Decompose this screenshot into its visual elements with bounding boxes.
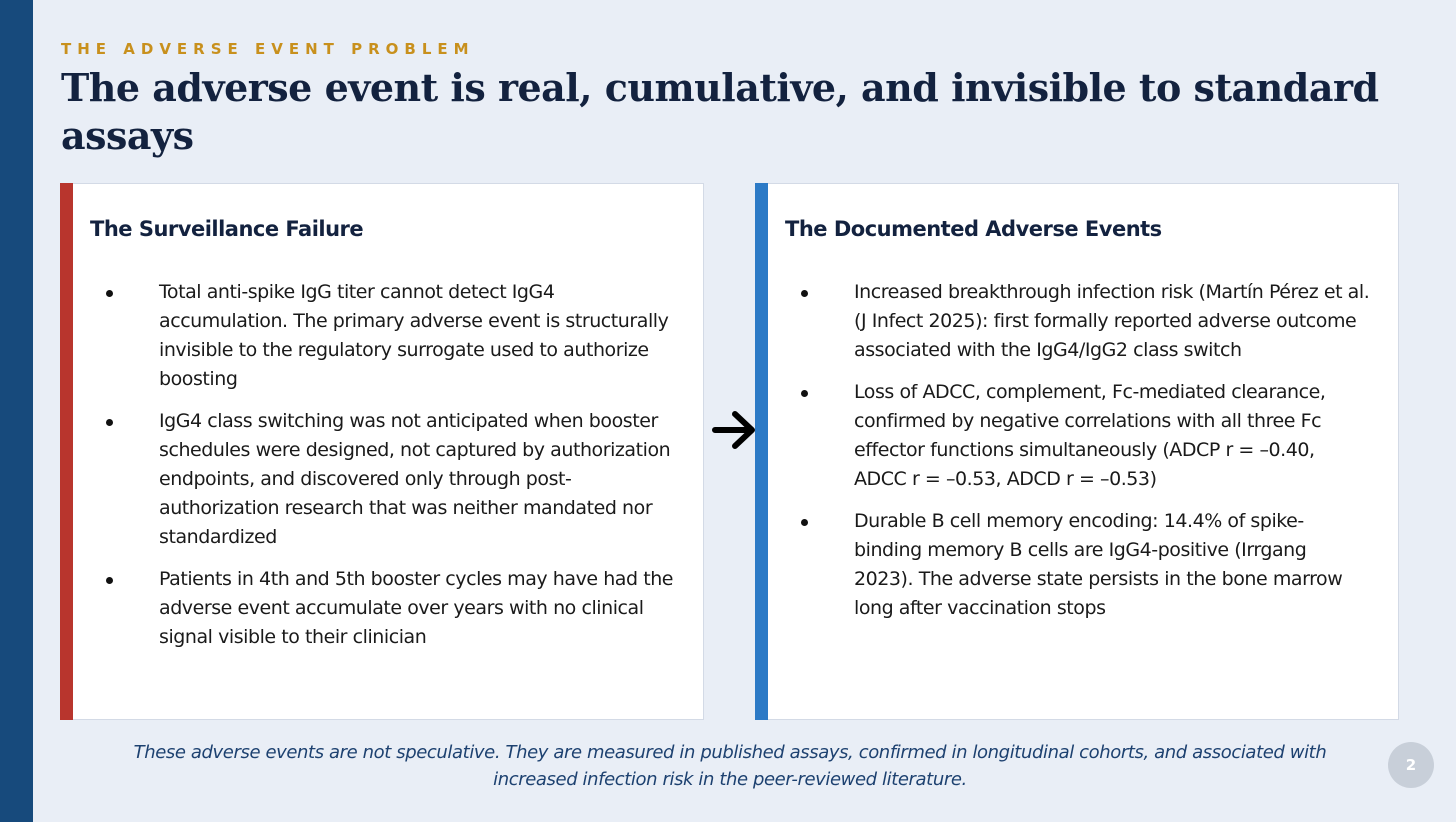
section-eyebrow: THE ADVERSE EVENT PROBLEM [61, 40, 475, 58]
bullet-list [756, 278, 1398, 636]
card-title: The Documented Adverse Events [785, 217, 1162, 241]
list-item [61, 565, 703, 652]
list-item [756, 278, 1398, 365]
page-number-badge: 2 [1388, 742, 1434, 788]
list-item [61, 278, 703, 394]
list-item [61, 407, 703, 552]
arrow-right-icon [711, 406, 759, 454]
surveillance-failure-card [60, 183, 704, 720]
bullet-list [61, 278, 703, 665]
bullet-text: Increased breakthrough infection risk (Martín Pérez et al. (J Infect 2025): first formally reported adverse outcome associated with the IgG4/IgG2 class switch [854, 281, 1370, 361]
footer-note: These adverse events are not speculative. They are measured in published assays, confirmed in longitudinal cohorts, and associated with increased infection risk in the peer-reviewed literature. [133, 742, 1327, 790]
bullet-dot-icon [106, 577, 113, 584]
bullet-text: Durable B cell memory encoding: 14.4% of spike-binding memory B cells are IgG4-positive (Irrgang 2023). The adverse state persists in the bone marrow long after vaccination stops [854, 510, 1343, 619]
bullet-dot-icon [801, 519, 808, 526]
bullet-dot-icon [106, 419, 113, 426]
bullet-dot-icon [801, 390, 808, 397]
bullet-text: Patients in 4th and 5th booster cycles may have had the adverse event accumulate over years with no clinical signal visible to their clinician [159, 568, 674, 648]
documented-adverse-events-card [755, 183, 1399, 720]
card-title: The Surveillance Failure [90, 217, 364, 241]
bullet-text: Total anti-spike IgG titer cannot detect IgG4 accumulation. The primary adverse event is structurally invisible to the regulatory surrogate used to authorize boosting [159, 281, 669, 390]
bullet-dot-icon [106, 290, 113, 297]
bullet-dot-icon [801, 290, 808, 297]
list-item [756, 378, 1398, 494]
list-item [756, 507, 1398, 623]
bullet-text: IgG4 class switching was not anticipated when booster schedules were designed, not captured by authorization endpoints, and discovered only through post-authorization research that was neither mandated nor standardized [159, 410, 671, 548]
bullet-text: Loss of ADCC, complement, Fc-mediated clearance, confirmed by negative correlations with all three Fc effector functions simultaneously (ADCP r = –0.40, ADCC r = –0.53, ADCD r = –0.53) [854, 381, 1326, 490]
slide-title: The adverse event is real, cumulative, and invisible to standard assays [61, 65, 1379, 158]
left-accent-bar [0, 0, 33, 822]
